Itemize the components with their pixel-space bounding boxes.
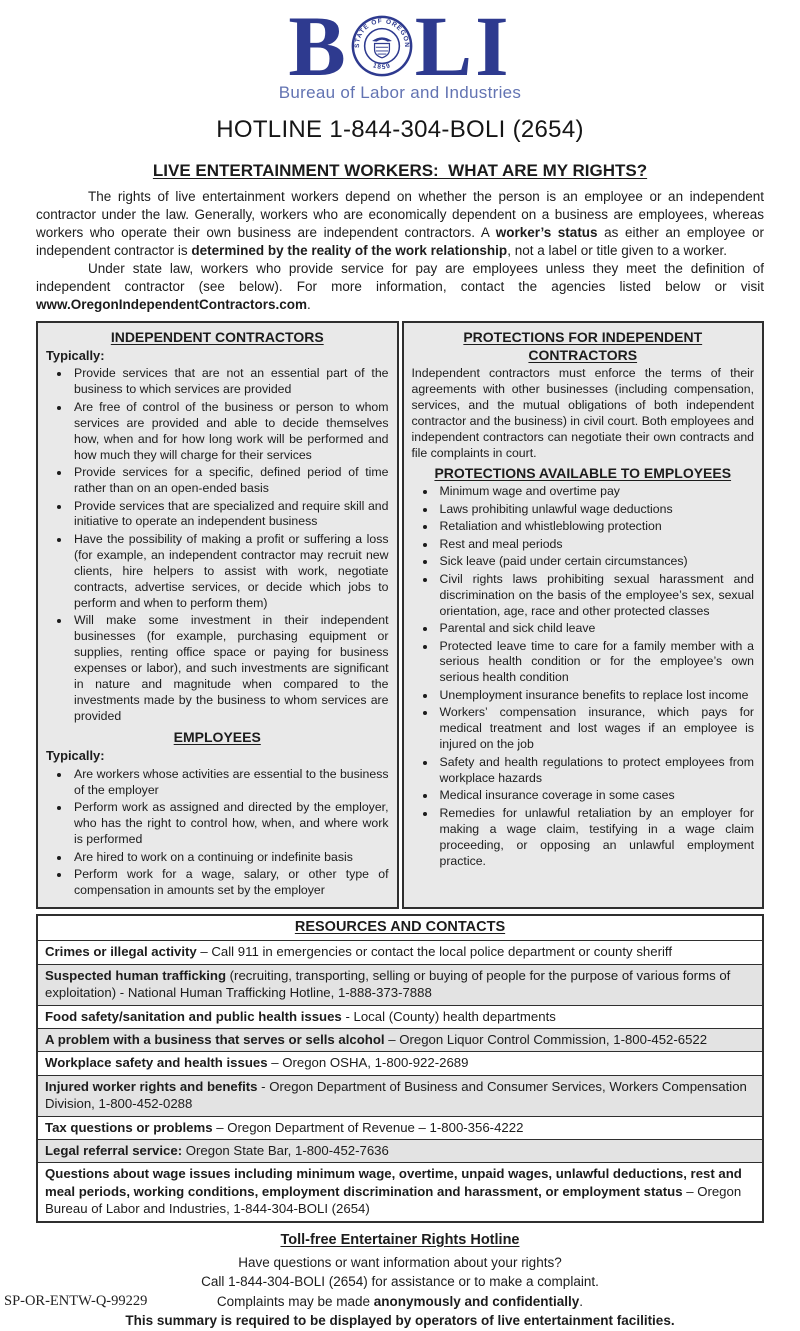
footer-text-segment: . (579, 1293, 584, 1309)
bullet-item: • Sick leave (paid under certain circumstances) (437, 554, 755, 570)
resource-row (38, 1051, 762, 1074)
footer-title (0, 1230, 800, 1251)
resource-row (38, 1005, 762, 1028)
intro-text-segment: . (307, 296, 311, 312)
boli-header (0, 0, 800, 144)
bullet-item: • Workers’ compensation insurance, which pays for medical treatment and lost wages if an employee is injured on the job (437, 705, 755, 753)
footer-title-text: Toll-free Entertainer Rights Hotline (280, 1231, 520, 1248)
bullet-item: • Remedies for unlawful retaliation by an employer for making a wage claim, testifying in a wage claim proceeding, or opposing an unlawful employment practice. (437, 806, 755, 870)
seal-bottom-text: 1859 (371, 62, 392, 72)
independent-contractors-heading (46, 328, 389, 346)
bullet-item: • Civil rights laws prohibiting sexual harassment and discrimination on the basis of the employee’s sex, sexual orientation, age, race and other protected classes (437, 572, 755, 620)
resource-contact: – Call 911 in emergencies or contact the local police department or county sheriff (196, 944, 672, 960)
resource-contact: – Oregon Bureau of Labor and Industries, 1-844-304-BOLI (2654) (45, 1183, 742, 1217)
intro-text-segment: as either an employee or independent contractor is (36, 224, 765, 258)
resource-topic: Crimes or illegal activity (45, 944, 197, 960)
resource-contact: (recruiting, transporting, selling or buying of people for the purpose of various forms of exploitation) - National Human Trafficking Hotline, 1-888-373-7888 (45, 967, 731, 1001)
resource-topic: Workplace safety and health issues (45, 1055, 268, 1071)
page-title (0, 161, 800, 181)
intro-text-segment: determined by the reality of the work relationship (191, 242, 508, 258)
protections-contractors-text: Independent contractors must enforce the terms of their agreements with other businesses (including compensation, services, and the mutual obligations of both independent contractor and the business) in civil court. Both employees and independent contractors can negotiate their own contracts and file complaints in court. (411, 366, 754, 460)
resource-topic: A problem with a business that serves or sells alcohol (45, 1031, 385, 1047)
resource-row (38, 1162, 762, 1220)
intro-section (36, 188, 764, 314)
logo-letter-b: B (288, 0, 349, 94)
bullet-item: • Minimum wage and overtime pay (437, 484, 755, 500)
bullet-item: • Rest and meal periods (437, 537, 755, 553)
bullet-item: • Retaliation and whistleblowing protection (437, 519, 755, 535)
resource-row (38, 964, 762, 1005)
intro-text-segment: The rights of live entertainment workers depend on whether the person is an employee or an independent contractor under the law. Generally, workers who are economically dependent on a business are employees, whereas workers who operate their own business are independent contractors. A (36, 189, 764, 240)
hotline-number: HOTLINE 1-844-304-BOLI (2654) (216, 116, 584, 143)
footer-line-2: Call 1-844-304-BOLI (2654) for assistance or to make a complaint. (201, 1274, 599, 1290)
bullet-item: • Provide services that are specialized and require skill and initiative to operate an independent business (71, 499, 389, 531)
oregon-state-seal-icon (351, 15, 413, 77)
resource-topic: Questions about wage issues including minimum wage, overtime, unpaid wages, unlawful deductions, rest and meal periods, working conditions, employment discrimination and harassment, or employment status (45, 1166, 742, 1199)
resource-contact: – Oregon Department of Revenue – 1-800-356-4222 (212, 1119, 524, 1135)
bullet-item: • Provide services that are not an essential part of the business to which services are provided (71, 366, 389, 398)
resource-topic: Suspected human trafficking (45, 967, 226, 983)
resource-row (38, 1028, 762, 1051)
independent-contractors-list (46, 366, 389, 725)
bullet-item: • Medical insurance coverage in some cases (437, 788, 755, 804)
typically-label: Typically: (46, 748, 105, 764)
footer-line-1: Have questions or want information about your rights? (238, 1254, 562, 1270)
protections-panel (402, 321, 765, 909)
logo-letters-li: LI (414, 0, 512, 94)
intro-text-segment: worker’s status (495, 224, 598, 240)
heading-text: EMPLOYEES (173, 729, 261, 746)
resource-topic: Legal referral service: (45, 1143, 183, 1159)
resource-row (38, 940, 762, 963)
bullet-item: • Provide services for a specific, defined period of time rather than on an open-ended basis (71, 465, 389, 497)
resource-contact: - Oregon Department of Business and Consumer Services, Workers Compensation Division, 1-800-452-0288 (45, 1078, 747, 1112)
form-code: SP-OR-ENTW-Q-99229 (4, 1293, 148, 1309)
bullet-item: • Parental and sick child leave (437, 621, 755, 637)
intro-text-segment: , not a label or title given to a worker. (507, 242, 728, 258)
bullet-item: • Protected leave time to care for a family member with a serious health condition or for the employee’s own serious health condition (437, 639, 755, 687)
bullet-item: • Have the possibility of making a profit or suffering a loss (for example, an independent contractor may recruit new clients, hire helpers to assist with work, negotiate contracts, advertise services, or decide which jobs to perform and when to perform them) (71, 532, 389, 612)
intro-text-segment: Under state law, workers who provide service for pay are employees unless they meet the definition of independent contractor (see below). For more information, contact the agencies listed below or visit (36, 260, 764, 294)
protections-employees-heading (412, 464, 755, 482)
resource-contact: - Local (County) health departments (341, 1008, 556, 1024)
protections-contractors-heading (412, 328, 755, 364)
bullet-item: • Are hired to work on a continuing or indefinite basis (71, 850, 389, 866)
resource-row (38, 1139, 762, 1162)
typically-label: Typically: (46, 347, 105, 363)
bullet-item: • Unemployment insurance benefits to replace lost income (437, 688, 755, 704)
employees-heading (46, 728, 389, 746)
resources-title-row (38, 916, 762, 940)
independent-contractors-panel (36, 321, 399, 909)
bullet-item: • Laws prohibiting unlawful wage deductions (437, 502, 755, 518)
resource-contact: – Oregon OSHA, 1-800-922-2689 (267, 1055, 469, 1071)
intro-text-segment: www.OregonIndependentContractors.com (36, 296, 308, 312)
bullet-item: • Will make some investment in their independent businesses (for example, purchasing equipment or supplies, renting office space or paying for business expenses or labor), and such investments are significant in nature and magnitude when compared to the investments made by the business to whom services are provided (71, 613, 389, 725)
intro-paragraph-2 (36, 260, 764, 314)
resources-section (36, 914, 764, 1223)
bullet-item: • Perform work as assigned and directed by the employer, who has the right to control how, when, and where work is performed (71, 800, 389, 848)
resource-contact: Oregon State Bar, 1-800-452-7636 (182, 1143, 389, 1159)
resource-topic: Tax questions or problems (45, 1119, 213, 1135)
intro-paragraph-1 (36, 188, 764, 260)
protections-employees-list (412, 484, 755, 870)
resource-row (38, 1075, 762, 1116)
heading-text: PROTECTIONS FOR INDEPENDENT CONTRACTORS (463, 328, 703, 363)
bullet-item: • Safety and health regulations to protect employees from workplace hazards (437, 755, 755, 787)
bullet-item: • Perform work for a wage, salary, or other type of compensation in amounts set by the employer (71, 867, 389, 899)
page-title-text: LIVE ENTERTAINMENT WORKERS: WHAT ARE MY RIGHTS? (152, 161, 648, 180)
resource-topic: Food safety/sanitation and public health issues (45, 1008, 342, 1024)
seal-top-text: STATE OF OREGON (353, 17, 410, 49)
footer-text-segment: Complaints may be made (216, 1293, 374, 1309)
footer-text-segment: anonymously and confidentially (373, 1293, 580, 1309)
bullet-item: • Are workers whose activities are essential to the business of the employer (71, 767, 389, 799)
resource-contact: – Oregon Liquor Control Commission, 1-800-452-6522 (384, 1031, 708, 1047)
resource-topic: Injured worker rights and benefits (45, 1078, 258, 1094)
footer-line-4: This summary is required to be displayed by operators of live entertainment facilities. (125, 1313, 675, 1329)
heading-text: INDEPENDENT CONTRACTORS (110, 328, 324, 345)
resources-title: RESOURCES AND CONTACTS (294, 919, 506, 936)
footer-section (0, 1230, 800, 1331)
bullet-item: • Are free of control of the business or person to whom services are provided and able to decide themselves how, when and for how long work will be performed and how much they will charge for their services (71, 400, 389, 464)
heading-text: PROTECTIONS AVAILABLE TO EMPLOYEES (434, 464, 732, 481)
logo-subtitle: Bureau of Labor and Industries (278, 83, 522, 102)
two-column-section (36, 321, 764, 909)
resource-row (38, 1116, 762, 1139)
employees-list (46, 767, 389, 899)
